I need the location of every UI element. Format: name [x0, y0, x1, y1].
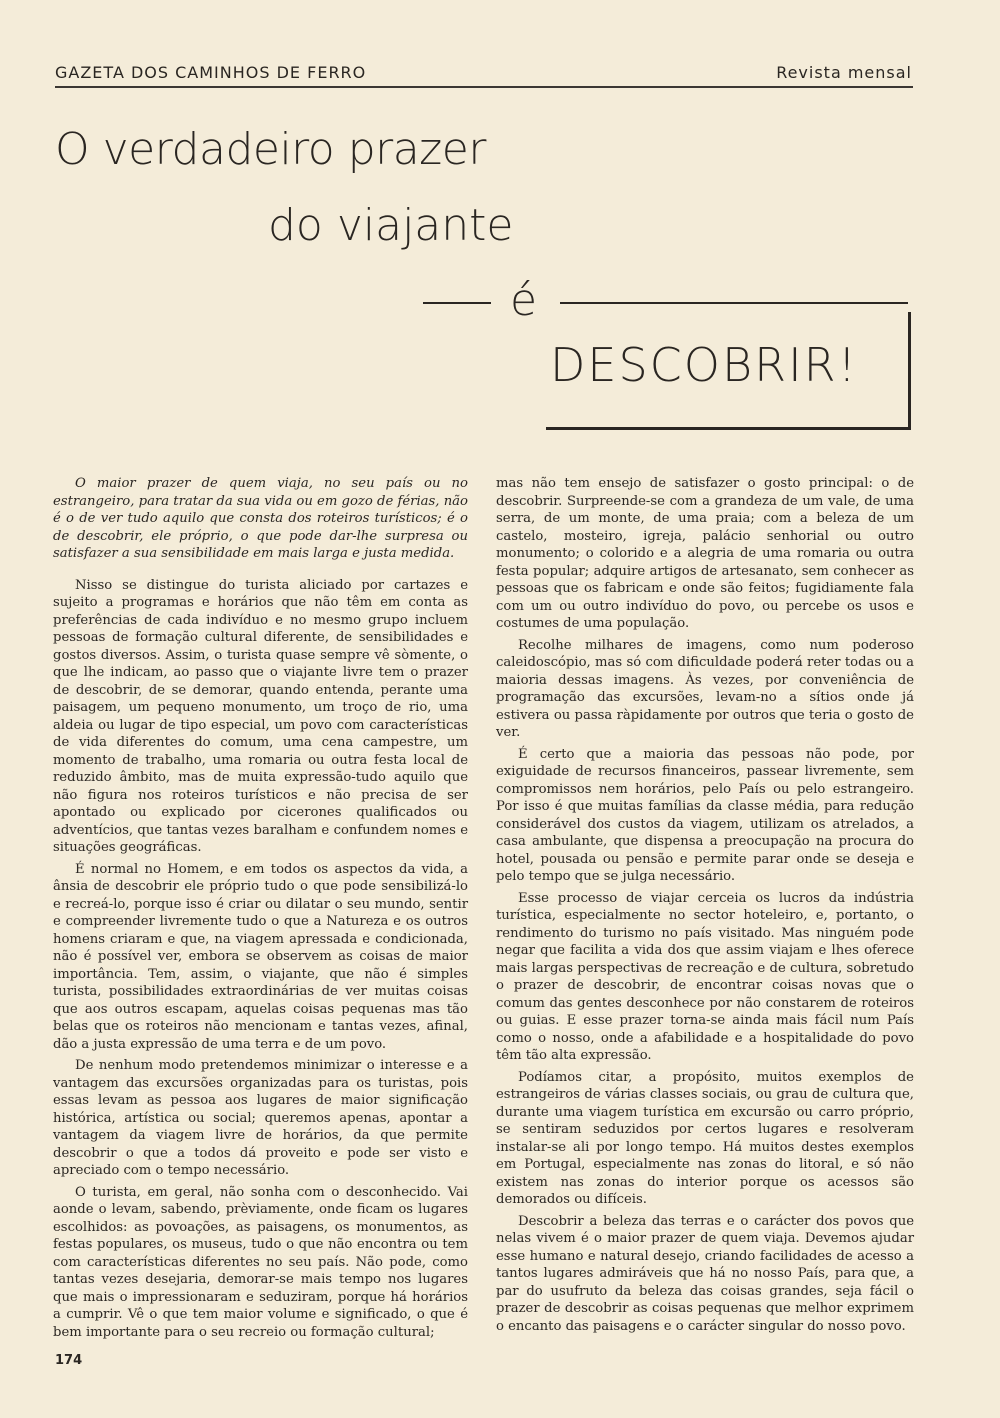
- paragraph: mas não tem ensejo de satisfazer o gosto principal: o de descobrir. Surpreende-se com a grandeza de um vale, de uma serra, de um monte, de uma praia; com a beleza de um castelo, mosteiro, igreja, palácio senhorial ou outro monumento; o colorido e a alegria de uma romaria ou outra festa popular; adquire artigos de artesanato, sem conhecer as pessoas que os fabricam e onde são feitos; fugidiamente fala com um ou outro indivíduo do povo, ou percebe os usos e costumes de uma população.: [496, 476, 914, 631]
- title-line-1: O verdadeiro prazer: [55, 124, 486, 175]
- article-column-right: [496, 475, 914, 1339]
- publication-type: Revista mensal: [776, 63, 912, 82]
- title-dash-left: [423, 302, 491, 304]
- title-dash-right: [560, 302, 908, 304]
- paragraph: É certo que a maioria das pessoas não pode, por exiguidade de recursos financeiros, passear livremente, sem compromissos nem horários, pelo País ou pelo estrangeiro. Por isso é que muitas famílias da classe média, para redução considerável dos custos da viagem, utilizam os atrelados, a casa ambulante, que dispensa a preocupação na procura do hotel, pousada ou pensão e permite parar onde se deseja e pelo tempo que se julga necessário.: [496, 746, 914, 884]
- paragraph: Podíamos citar, a propósito, muitos exemplos de estrangeiros de várias classes sociais, ou grau de cultura que, durante uma viagem turística em excursão ou carro próprio, se sentiram seduzidos por certos lugares e resolveram instalar-se ali por longo tempo. Há muitos destes exemplos em Portugal, especialmente nas zonas do litoral, e só não existem nas zonas do interior porque os acessos são demorados ou difíceis.: [496, 1069, 914, 1207]
- paragraph: Esse processo de viajar cerceia os lucros da indústria turística, especialmente no sector hoteleiro, e, portanto, o rendimento do turismo no país visitado. Mas ninguém pode negar que facilita a vida dos que assim viajam e lhes oferece mais largas perspectivas de recreação e de cultura, sobretudo o prazer de descobrir, de encontrar coisas novas que o comum das gentes desconhece por não constarem de roteiros ou guias. E esse prazer torna-se ainda mais fácil num País como o nosso, onde a afabilidade e a hospitalidade do povo têm tão alta expressão.: [496, 890, 914, 1063]
- title-bracket-bottom: [546, 427, 911, 430]
- paragraph: É normal no Homem, e em todos os aspectos da vida, a ânsia de descobrir ele próprio tudo o que pode sensibilizá-lo e recreá-lo, porque isso é criar ou dilatar o seu mundo, sentir e compreender livremente tudo o que a Natureza e os outros homens criaram e que, na viagem apressada e condicionada, não é possível ver, embora se observem as coisas de maior importância. Tem, assim, o viajante, que não é simples turista, possibilidades extraordinárias de ver muitas coisas que aos outros escapam, aquelas coisas pequenas mas tão belas que os roteiros não mencionam e tantas vezes, afinal, dão a justa expressão de uma terra e de um povo.: [53, 861, 468, 1052]
- title-line-3: é: [510, 275, 538, 326]
- paragraph: O turista, em geral, não sonha com o desconhecido. Vai aonde o levam, sabendo, prèviamente, onde ficam os lugares escolhidos: as povoações, as paisagens, os monumentos, as festas populares, os museus, tudo o que não encontra ou tem com características diferentes no seu país. Não pode, como tantas vezes desejaria, demorar-se mais tempo nos lugares que mais o impressionaram e seduziram, porque há horários a cumprir. Vê o que tem maior volume e significado, o que é bem importante para o seu recreio ou formação cultural;: [53, 1184, 468, 1340]
- header-rule: [55, 86, 913, 88]
- paragraph: Descobrir a beleza das terras e o carácter dos povos que nelas vivem é o maior prazer de quem viaja. Devemos ajudar esse humano e natural desejo, criando facilidades de acesso a tantos lugares admiráveis que há no nosso País, para que, a par do usufruto da beleza das coisas grandes, seja fácil o prazer de descobrir as coisas pequenas que melhor exprimem o encanto das paisagens e o carácter singular do nosso povo.: [496, 1213, 914, 1334]
- title-bracket-vertical: [908, 312, 911, 428]
- article-column-left: [53, 475, 468, 1345]
- paragraph: Recolhe milhares de imagens, como num poderoso caleidoscópio, mas só com dificuldade poderá reter todas ou a maioria dessas imagens. Às vezes, por conveniência de programação das excursões, levam-no a sítios onde já estivera ou passa ràpidamente por outros que teria o gosto de ver.: [496, 637, 914, 740]
- title-line-4: DESCOBRIR!: [550, 338, 859, 392]
- page-number: 174: [55, 1353, 83, 1368]
- title-line-2: do viajante: [268, 200, 514, 251]
- paragraph: Nisso se distingue do turista aliciado por cartazes e sujeito a programas e horários que não têm em conta as preferências de cada indivíduo e no mesmo grupo incluem pessoas de formação cultural diferente, de sensibilidades e gostos diversos. Assim, o turista quase sempre vê sòmente, o que lhe indicam, ao passo que o viajante livre tem o prazer de descobrir, de se demorar, quando entenda, perante uma paisagem, um pequeno monumento, um troço de rio, uma aldeia ou lugar de tipo especial, um povo com características de vida diferentes do comum, uma cena campestre, um momento de trabalho, uma romaria ou outra festa local de reduzido âmbito, mas de muita expressão-tudo aquilo que não figura nos roteiros turísticos e não precisa de ser apontado ou explicado por cicerones qualificados ou adventícios, que tantas vezes baralham e confundem nomes e situações geográficas.: [53, 577, 468, 855]
- publication-name: GAZETA DOS CAMINHOS DE FERRO: [55, 63, 367, 82]
- paragraph: De nenhum modo pretendemos minimizar o interesse e a vantagem das excursões organizadas para os turistas, pois essas levam as pessoa aos lugares de maior significação histórica, artística ou social; queremos apenas, apontar a vantagem da viagem livre de horários, da que permite descobrir o que a todos dá proveito e pode ser visto e apreciado com o tempo necessário.: [53, 1058, 468, 1178]
- article-intro: O maior prazer de quem viaja, no seu país ou no estrangeiro, para tratar da sua vida ou em gozo de férias, não é o de ver tudo aquilo que consta dos roteiros turísticos; é o de descobrir, ele próprio, o que pode dar-lhe surpresa ou satisfazer a sua sensibilidade em mais larga e justa medida.: [53, 476, 468, 561]
